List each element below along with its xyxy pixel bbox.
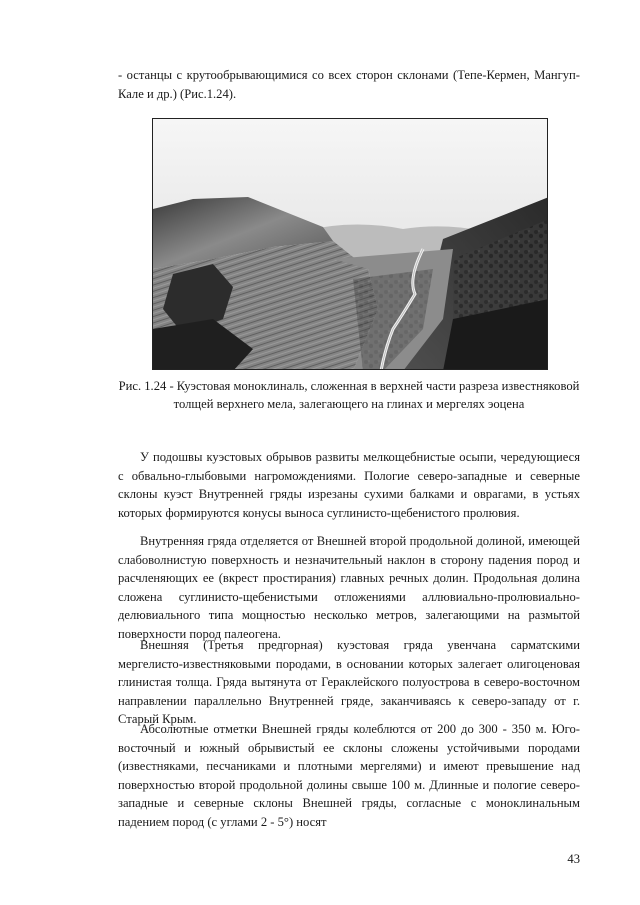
paragraph-1: У подошвы куэстовых обрывов развиты мелкощебнистые осыпи, чередующиеся с обвально-глыбовыми нагромождениями. Пологие северо-западные и северные склоны куэст Внутренней гряды изрезаны сухими балками и оврагами, в устьях которых формируются конусы выноса суглинисто-щебенистого пролювия. — [118, 450, 580, 520]
paragraph-4: Абсолютные отметки Внешней гряды колеблются от 200 до 300 - 350 м. Юго-восточный и южный обрывистый ее склоны сложены устойчивыми породами (известняками, песчаниками и плотными мергелями) и имеют превышение над поверхностью второй продольной долины свыше 100 м. Длинные и пологие северо-западные и северные склоны Внешней гряды, согласные с моноклинальным падением пород (с углами 2 - 5°) носят — [118, 722, 580, 829]
figure-photo — [152, 118, 548, 370]
page-number: 43 — [567, 852, 580, 866]
intro-paragraph: - останцы с крутообрывающимися со всех сторон склонами (Тепе-Кермен, Мангуп-Кале и др.) (Рис.1.24). — [118, 68, 580, 101]
paragraph-3: Внешняя (Третья предгорная) куэстовая гряда увенчана сарматскими мергелисто-известняковыми породами, в основании которых залегает олигоценовая глинистая толща. Гряда вытянута от Гераклейского полуострова в северо-восточном направлении параллельно Внутренней гряде, заканчиваясь к северо-западу от г. Старый Крым. — [118, 638, 580, 726]
cuesta-photo-image — [153, 119, 548, 370]
figure-caption: Рис. 1.24 - Куэстовая моноклиналь, сложенная в верхней части разреза известняковой толщей верхнего мела, залегающего на глинах и мергелях эоцена — [118, 379, 580, 411]
paragraph-2: Внутренняя гряда отделяется от Внешней второй продольной долиной, имеющей слабоволнистую поверхность и незначительный наклон в сторону падения пород и расчленяющих ее (вкрест простирания) главных речных долин. Продольная долина сложена суглинисто-щебенистыми отложениями аллювиально-пролювиально-делювиального типа мощностью несколько метров, залегающими на размытой поверхности пород палеогена. — [118, 534, 580, 641]
